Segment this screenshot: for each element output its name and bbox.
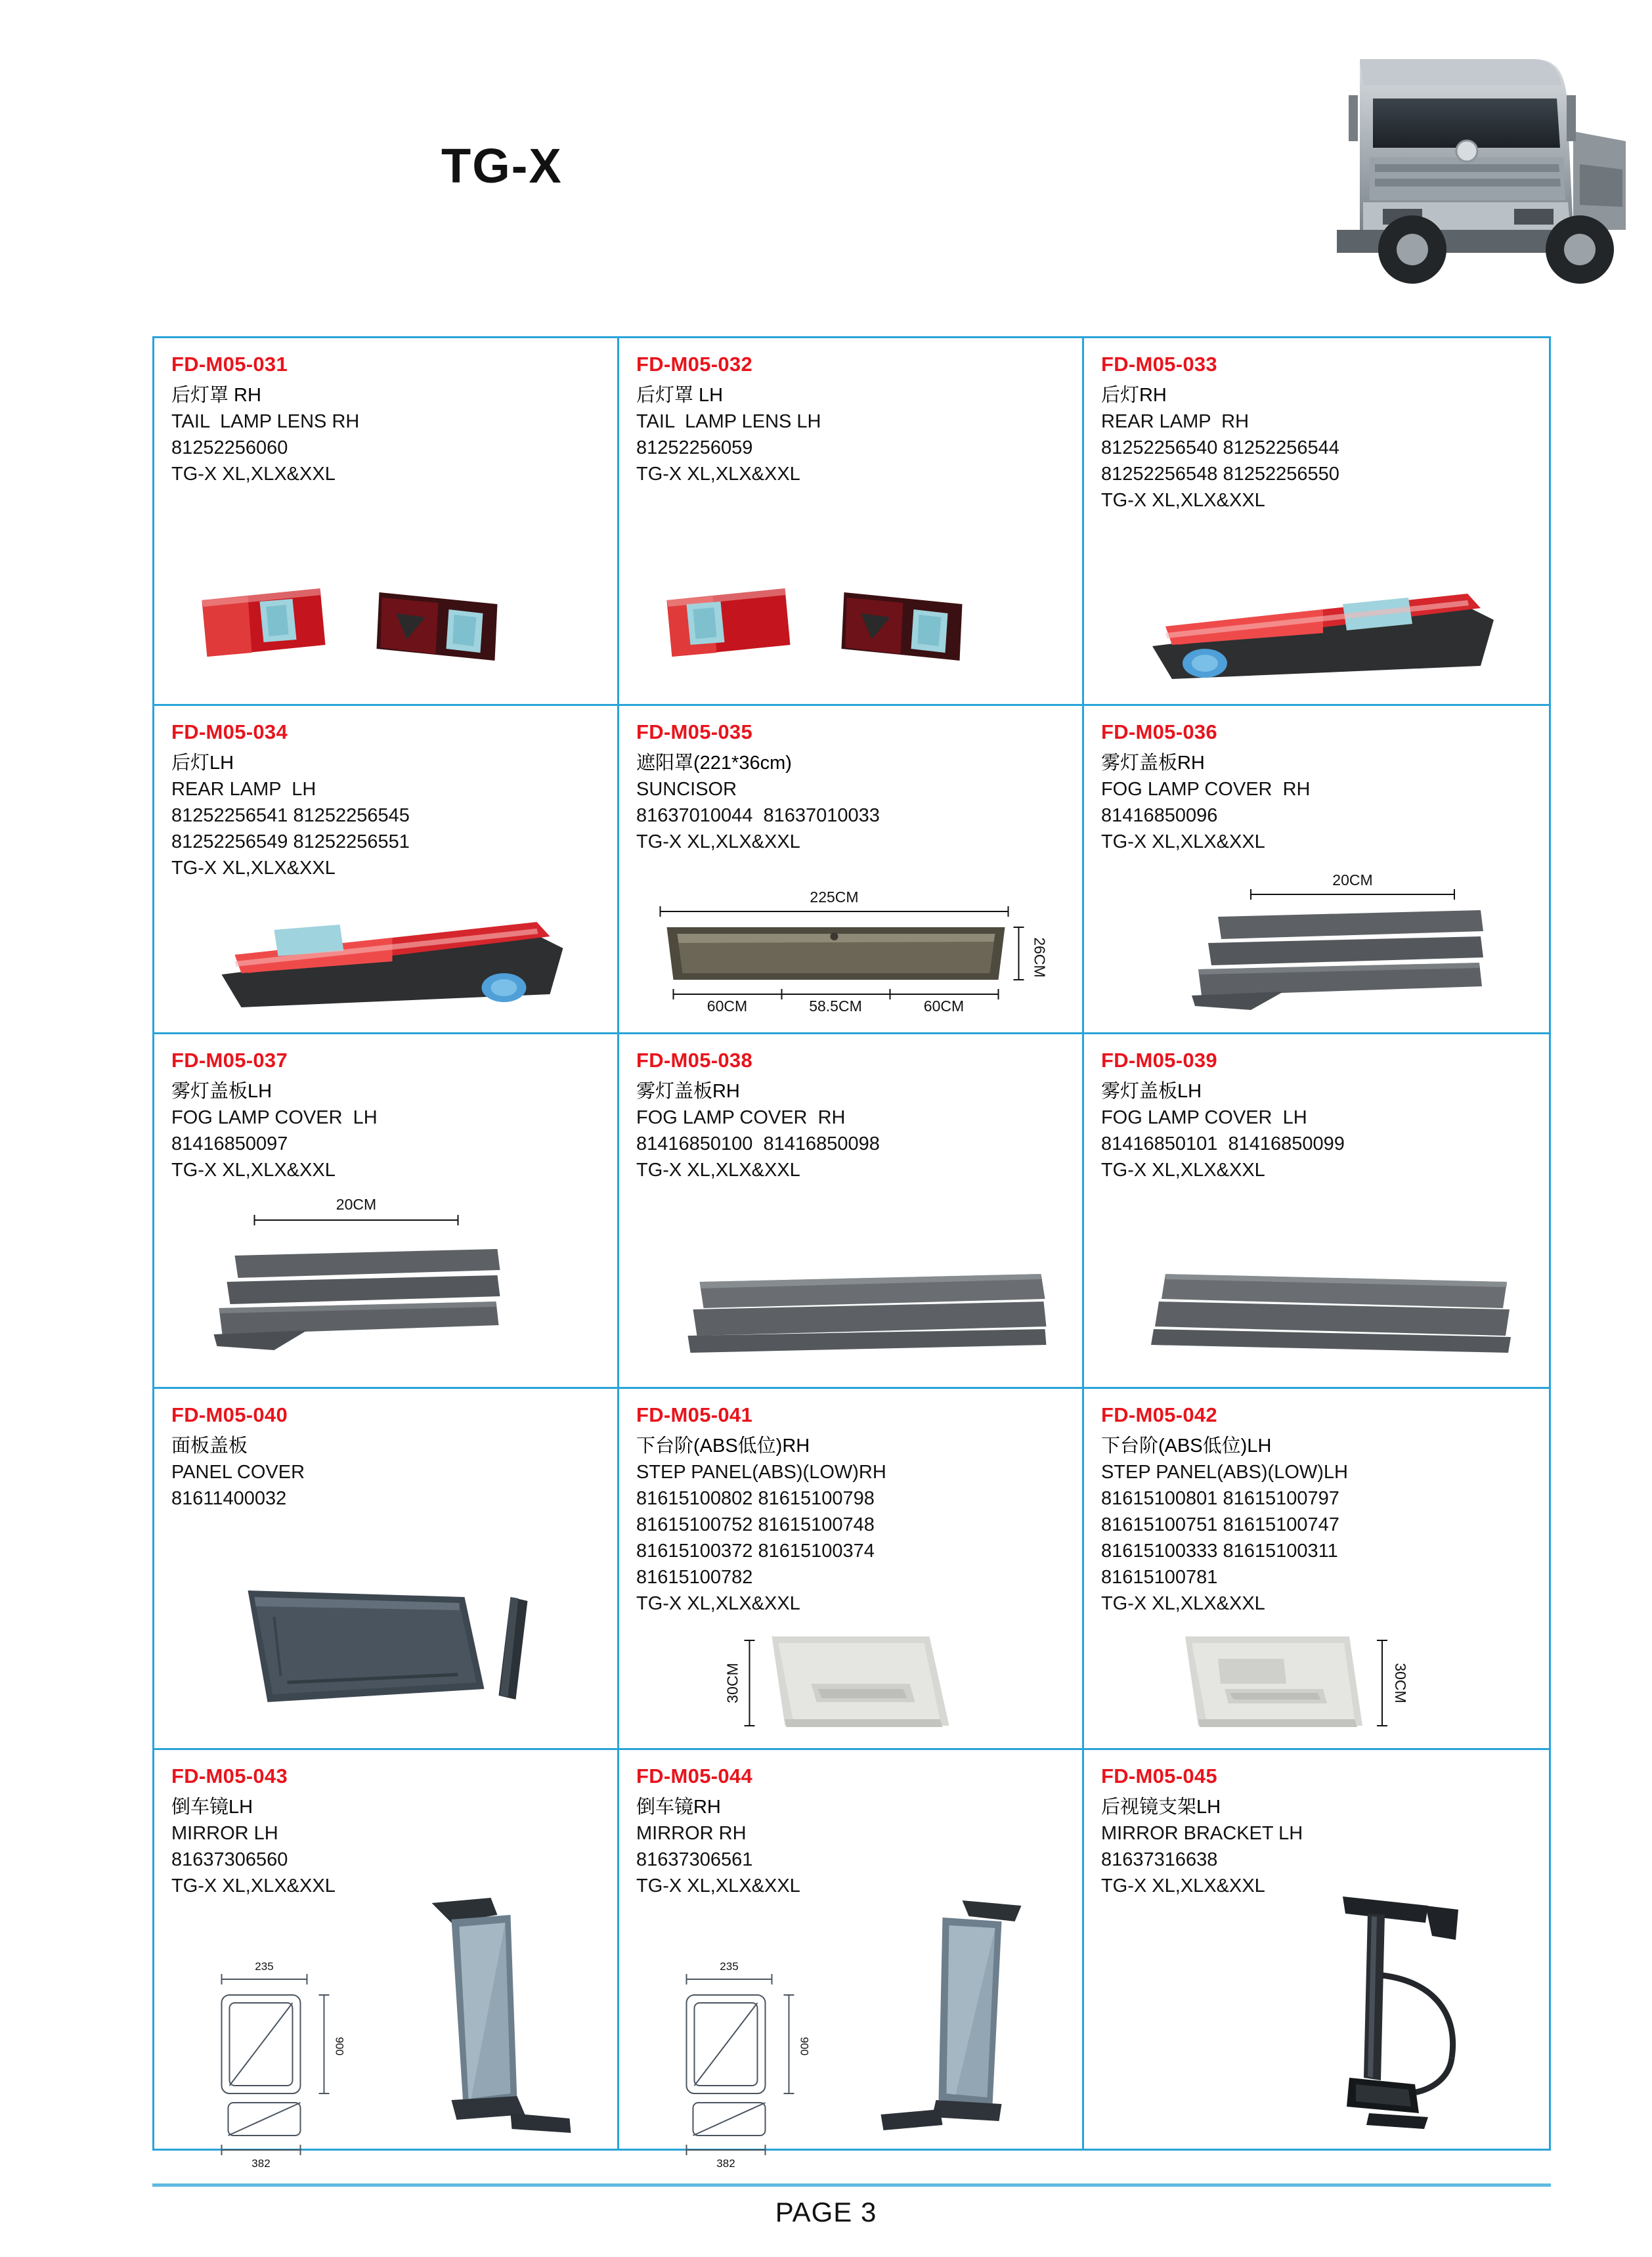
part-image-tail-lamp-lens — [619, 561, 1082, 699]
part-cell-FD-M05-043[interactable] — [154, 1750, 619, 2170]
part-name-cn: 后灯罩 LH — [636, 385, 724, 406]
part-cell-FD-M05-031[interactable] — [154, 338, 619, 704]
dimension-bottom-2: 58.5CM — [809, 997, 862, 1015]
part-number: 81615100782 — [636, 1567, 753, 1589]
grid-row — [154, 338, 1549, 706]
part-number: 81615100781 — [1100, 1567, 1218, 1589]
part-model: TG-X XL,XLX&XXL — [1100, 831, 1265, 853]
part-code: FD-M05-038 — [636, 1049, 752, 1072]
page-number: PAGE 3 — [775, 2197, 877, 2227]
part-model: TG-X XL,XLX&XXL — [171, 464, 336, 485]
page-header — [0, 0, 1652, 328]
part-number: 81416850096 — [1100, 805, 1218, 827]
part-model: TG-X XL,XLX&XXL — [1100, 1160, 1265, 1181]
part-code: FD-M05-032 — [636, 353, 752, 376]
part-number: 81637306560 — [171, 1849, 288, 1871]
part-code: FD-M05-033 — [1100, 353, 1217, 376]
dimension-top: 20CM — [1332, 871, 1373, 888]
part-image-sun-visor — [619, 881, 1082, 1032]
part-code: FD-M05-043 — [171, 1764, 288, 1787]
part-name-cn: 面板盖板 — [171, 1435, 248, 1457]
part-cell-FD-M05-042[interactable] — [1084, 1389, 1549, 1748]
page-title: TG-X — [441, 139, 563, 193]
part-number: 81252256540 81252256544 — [1100, 437, 1339, 459]
part-code: FD-M05-036 — [1100, 720, 1217, 743]
part-image-fog-lamp-cover — [1084, 1216, 1549, 1380]
part-cell-FD-M05-045[interactable] — [1084, 1750, 1549, 2149]
part-name-cn: 下台阶(ABS低位)LH — [1100, 1435, 1272, 1457]
part-image-tail-lamp-lens — [154, 561, 617, 699]
part-model: TG-X XL,XLX&XXL — [636, 1160, 800, 1181]
part-cell-FD-M05-032[interactable] — [619, 338, 1084, 704]
part-number: 81252256059 — [636, 437, 753, 459]
part-image-mirror-bracket — [1084, 1883, 1549, 2146]
part-cell-FD-M05-044[interactable] — [619, 1750, 1084, 2170]
part-name-en: STEP PANEL(ABS)(LOW)LH — [1100, 1462, 1348, 1483]
parts-grid — [152, 336, 1551, 2170]
part-cell-FD-M05-037[interactable] — [154, 1034, 619, 1387]
part-number: 81615100333 81615100311 — [1100, 1541, 1338, 1562]
part-name-en: MIRROR RH — [636, 1823, 747, 1845]
part-number: 81252256541 81252256545 — [171, 805, 410, 827]
part-number: 81252256548 81252256550 — [1100, 464, 1339, 485]
part-number: 81416850101 81416850099 — [1100, 1133, 1345, 1155]
part-name-cn: 后灯罩 RH — [171, 385, 261, 406]
part-number: 81416850097 — [171, 1133, 288, 1155]
part-code: FD-M05-042 — [1100, 1403, 1217, 1426]
part-code: FD-M05-044 — [636, 1764, 752, 1787]
part-name-cn: 后灯LH — [171, 753, 234, 774]
part-name-en: SUNCISOR — [636, 779, 737, 800]
part-image-rear-lamp — [1084, 561, 1549, 699]
part-name-cn: 下台阶(ABS低位)RH — [636, 1435, 810, 1457]
part-image-mirror — [154, 1883, 617, 2170]
dimension-right: 26CM — [1031, 937, 1049, 978]
part-number: 81615100801 81615100797 — [1100, 1488, 1339, 1510]
part-number: 81416850100 81416850098 — [636, 1133, 880, 1155]
part-model: TG-X XL,XLX&XXL — [1100, 1593, 1265, 1615]
part-code: FD-M05-039 — [1100, 1049, 1217, 1072]
dimension-bottom-3: 60CM — [923, 997, 965, 1015]
part-name-cn: 雾灯盖板RH — [1100, 753, 1205, 774]
part-name-en: FOG LAMP COVER RH — [636, 1107, 846, 1129]
part-name-cn: 雾灯盖板LH — [171, 1081, 272, 1102]
part-code: FD-M05-037 — [171, 1049, 288, 1072]
part-image-fog-lamp-cover — [1084, 871, 1549, 1035]
part-name-en: FOG LAMP COVER LH — [171, 1107, 378, 1129]
part-code: FD-M05-041 — [636, 1403, 752, 1426]
part-name-cn: 遮阳罩(221*36cm) — [636, 753, 792, 774]
part-number: 81615100751 81615100747 — [1100, 1514, 1339, 1536]
part-name-en: REAR LAMP LH — [171, 779, 316, 800]
part-cell-FD-M05-036[interactable] — [1084, 706, 1549, 1032]
part-number: 81252256060 — [171, 437, 288, 459]
part-name-en: FOG LAMP COVER RH — [1100, 779, 1311, 800]
part-model: TG-X XL,XLX&XXL — [171, 1160, 336, 1181]
part-model: TG-X XL,XLX&XXL — [1100, 490, 1265, 512]
dimension-top: 20CM — [336, 1196, 377, 1213]
part-image-panel-cover — [154, 1551, 617, 1748]
part-cell-FD-M05-033[interactable] — [1084, 338, 1549, 704]
part-image-fog-lamp-cover — [619, 1216, 1082, 1380]
part-name-en: TAIL LAMP LENS LH — [636, 411, 821, 433]
part-model: TG-X XL,XLX&XXL — [636, 464, 800, 485]
part-code: FD-M05-045 — [1100, 1764, 1217, 1787]
part-image-fog-lamp-cover — [154, 1190, 617, 1387]
part-cell-FD-M05-041[interactable] — [619, 1389, 1084, 1748]
part-cell-FD-M05-039[interactable] — [1084, 1034, 1549, 1387]
part-number: 81637010044 81637010033 — [636, 805, 880, 827]
part-number: 81637316638 — [1100, 1849, 1218, 1871]
dimension-right: 900 — [333, 2036, 346, 2056]
part-name-cn: 倒车镜LH — [171, 1797, 253, 1818]
part-image-rear-lamp — [154, 889, 617, 1027]
part-name-en: MIRROR BRACKET LH — [1100, 1823, 1303, 1845]
dimension-left: 30CM — [724, 1663, 741, 1703]
part-code: FD-M05-040 — [171, 1403, 288, 1426]
part-image-step-panel — [1084, 1621, 1549, 1745]
dimension-top: 235 — [720, 1960, 739, 1973]
dimension-right: 900 — [798, 2036, 811, 2056]
dimension-bottom: 382 — [251, 2157, 271, 2170]
footer-divider — [152, 2183, 1551, 2187]
part-cell-FD-M05-038[interactable] — [619, 1034, 1084, 1387]
part-model: TG-X XL,XLX&XXL — [1100, 1875, 1265, 1897]
part-name-en: TAIL LAMP LENS RH — [171, 411, 360, 433]
part-model: TG-X XL,XLX&XXL — [636, 1875, 800, 1897]
part-name-en: MIRROR LH — [171, 1823, 278, 1845]
grid-row — [154, 706, 1549, 1034]
grid-row — [154, 1034, 1549, 1389]
part-model: TG-X XL,XLX&XXL — [636, 831, 800, 853]
part-cell-FD-M05-040[interactable] — [154, 1389, 619, 1748]
part-image-step-panel — [619, 1621, 1082, 1745]
part-number: 81637306561 — [636, 1849, 753, 1871]
part-name-en: PANEL COVER — [171, 1462, 305, 1483]
part-name-cn: 后灯RH — [1100, 385, 1167, 406]
part-code: FD-M05-034 — [171, 720, 288, 743]
part-name-en: STEP PANEL(ABS)(LOW)RH — [636, 1462, 886, 1483]
part-code: FD-M05-031 — [171, 353, 288, 376]
part-model: TG-X XL,XLX&XXL — [636, 1593, 800, 1615]
part-name-cn: 倒车镜RH — [636, 1797, 721, 1818]
dimension-top: 225CM — [810, 888, 859, 906]
part-number: 81252256549 81252256551 — [171, 831, 410, 853]
part-name-cn: 雾灯盖板LH — [1100, 1081, 1202, 1102]
part-number: 81615100752 81615100748 — [636, 1514, 875, 1536]
part-number: 81615100372 81615100374 — [636, 1541, 875, 1562]
dimension-top: 235 — [255, 1960, 274, 1973]
part-number: 81611400032 — [171, 1488, 287, 1510]
dimension-bottom-1: 60CM — [706, 997, 748, 1015]
part-name-en: FOG LAMP COVER LH — [1100, 1107, 1307, 1129]
dimension-right: 30CM — [1391, 1663, 1409, 1703]
part-image-mirror — [619, 1883, 1082, 2170]
truck-illustration — [1297, 33, 1639, 309]
grid-row — [154, 1389, 1549, 1750]
dimension-bottom: 382 — [716, 2157, 735, 2170]
part-name-cn: 雾灯盖板RH — [636, 1081, 740, 1102]
part-model: TG-X XL,XLX&XXL — [171, 858, 336, 879]
part-code: FD-M05-035 — [636, 720, 752, 743]
grid-row — [154, 1750, 1549, 2170]
part-name-en: REAR LAMP RH — [1100, 411, 1250, 433]
part-cell-FD-M05-035[interactable] — [619, 706, 1084, 1032]
part-name-cn: 后视镜支架LH — [1100, 1797, 1221, 1818]
part-cell-FD-M05-034[interactable] — [154, 706, 619, 1032]
part-number: 81615100802 81615100798 — [636, 1488, 875, 1510]
part-model: TG-X XL,XLX&XXL — [171, 1875, 336, 1897]
